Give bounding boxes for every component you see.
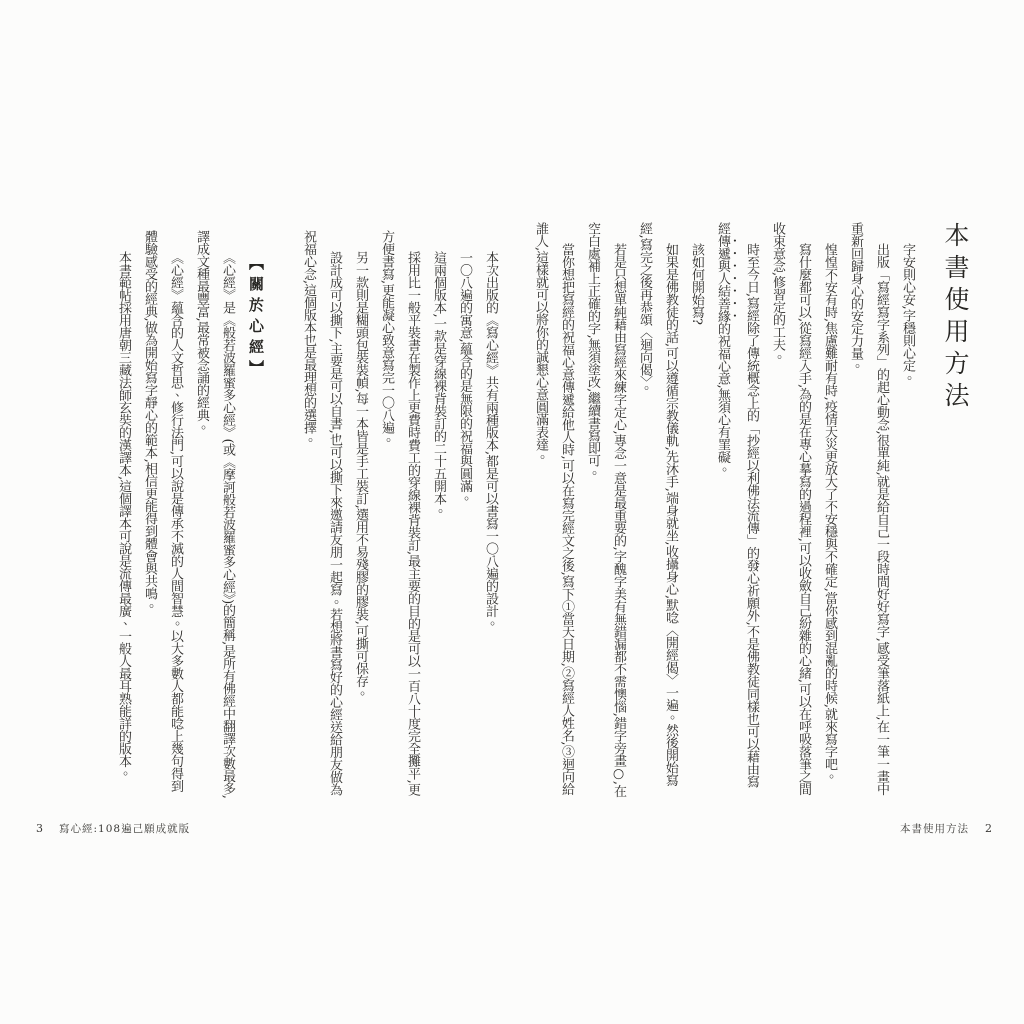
paragraph: 當你想把寫經的祝福心意傳遞給他人時,可以在寫完經文之後,寫下①當天日期,②寫經人姓名,③迴向給誰人,這樣就可以將你的誠懇心意圓滿表達。 [533,222,574,795]
left-page-text [110,230,503,800]
paragraph: 惶惶不安有時,焦慮難耐有時,疫情天災更放大了不安穩與不確定,當你感到混亂的時候,就來寫字吧。 [822,242,837,783]
page-number-right: 2 [985,822,992,835]
paragraph [709,222,764,800]
paragraph: 本書範帖採用唐朝三藏法師玄奘的漢譯本,這個譯本可說是流傳最廣、一般人最耳熟能詳的版本。 [116,250,131,780]
paragraph-text: 時至今日,寫經除了傳統概念上的「抄經以利佛法流傳」的發心祈願外,不是佛教徒同樣也可以藉由寫經 [715,222,759,788]
running-title-right: 本書使用方法 [900,823,969,835]
page-title: 本書使用方法 [941,222,970,414]
paragraph: 《心經》是《般若波羅蜜多心經》(或《摩訶般若波羅蜜多心經》)的簡稱,是所有佛經中翻譯次數最多,譯成文種最豐富,最常被念誦的經典。 [194,230,235,799]
page-number-left: 3 [36,822,43,835]
paragraph: 設計成可以撕下,主要是可以自書,也可以撕下來邀請友朋一起寫。若想將書寫好的心經送給朋友做為祝福心念,這個版本也是最理想的選擇。 [301,230,342,796]
running-title-left: 寫心經:108遍己願成就版 [59,823,191,835]
paragraph: 另一款則是糊頭包裝裝幀,每一本皆是手工裝訂,選用不易殘膠的膠裝,可撕可保存。 [353,250,368,700]
paragraph: 該如何開始寫? [689,242,704,325]
paragraph: 字安則心安,字穩則心定。 [900,242,915,384]
paragraph: 出版「寫經寫字系列」的起心動念,很單純,就是給自己一段時間好好寫字,感受筆落紙上,在一筆一畫中重新回歸身心的安定力量。 [848,222,889,795]
paragraph: 一〇八遍的寓意,蘊含的是無限的祝福與圓滿。 [457,250,472,505]
paragraph: 如果是佛教徒的話,可以遵循宗教儀軌,先沐手,端身就坐,收攝身心,默唸〈開經偈〉一遍。然後開始寫經,寫完之後再恭頌〈迴向偈〉。 [637,222,678,786]
emphasized-text: 傳遞與人結善緣 [715,234,730,322]
paragraph: 若是只想單純藉由寫經來練字定心,專念一意是最重要的,字醜字美有無錯漏都不需懊惱,錯字旁畫○,在空白處補上正確的字,無須塗改,繼續書寫即可。 [585,222,626,797]
right-page-text [527,222,988,800]
paragraph-text: 的祝福心意,無須心有罣礙。 [715,322,730,476]
paragraph: 《心經》蘊含的人文哲思、修行法門,可以說是傳承不滅的人間智慧。以大多數人都能唸上幾句得到體驗感受的經典,做為開始寫字靜心的範本,相信更能得到體會與共鳴。 [142,230,183,792]
left-page-footer [36,821,190,836]
right-page-footer [900,821,992,836]
paragraph: 採用比一般平裝書在製作上更費時費工的穿線裸背裝訂,最主要的目的是可以一百八十度完全攤平,更方便書寫,更能凝心致意寫完一〇八遍。 [379,230,420,796]
paragraph: 本次出版的《寫心經》共有兩種版本,都是可以書寫一〇八遍的設計。 [483,250,498,630]
paragraph: 寫什麼都可以,從寫經入手,為的是在專心摹寫的過程裡,可以收斂自己紛雜的心緒,可以在呼吸落筆之間收束意念,修習定的工夫。 [770,222,811,795]
section-header: 【關於心經】 [247,255,265,381]
paragraph: 這兩個版本,一款是穿線裸背裝訂的二十五開本。 [431,250,446,517]
